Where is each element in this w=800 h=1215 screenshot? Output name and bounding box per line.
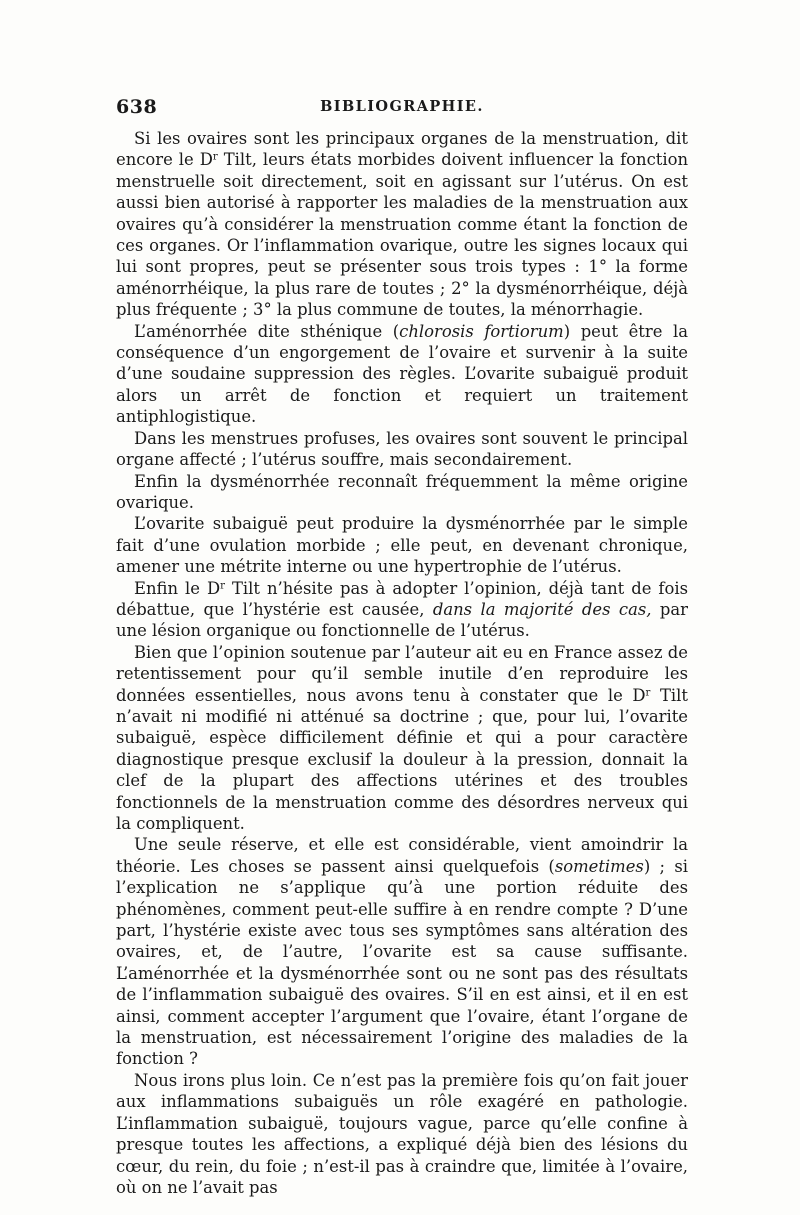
page-number: 638 bbox=[116, 96, 158, 118]
italic-phrase: dans la majorité des cas, bbox=[432, 599, 652, 619]
body-text bbox=[116, 128, 688, 1198]
text-run: Dans les menstrues profuses, les ovaires sont souvent le principal organe affecté ; l’utérus souffre, mais secondairement. bbox=[116, 428, 688, 470]
text-run: par une lésion organique ou fonctionnelle de l’utérus. bbox=[116, 599, 688, 641]
text-run: Nous irons plus loin. Ce n’est pas la première fois qu’on fait jouer aux inflammations subaiguës un rôle exagéré en pathologie. L’inflammation subaiguë, toujours vague, parce qu’elle confine à presque toutes les affections, a expliqué déjà bien des lésions du cœur, du rein, du foie ; n’est-il pas à craindre que, limitée à l’ovaire, où on ne l’avait pas bbox=[116, 1070, 688, 1197]
paragraph bbox=[116, 513, 688, 577]
text-run: Tilt, leurs états morbides doivent influencer la fonction menstruelle soit directement, soit en agissant sur l’utérus. On est aussi bien autorisé à rapporter les maladies de la menstruation aux ovaires qu’à considérer la menstruation comme étant la fonction de ces organes. Or l’inflammation ovarique, outre les signes locaux qui lui sont propres, peut se présenter sous trois types : 1° la forme aménorrhéique, la plus rare de toutes ; 2° la dysménorrhéique, déjà plus fréquente ; 3° la plus commune de toutes, la ménorrhagie. bbox=[116, 150, 689, 320]
paragraph bbox=[116, 428, 688, 471]
text-run: ) peut être la conséquence d’un engorgement de l’ovaire et survenir à la suite d’une soudaine suppression des règles. L’ovarite subaiguë produit alors un arrêt de fonction et requiert un traitement antiphlogistique. bbox=[116, 321, 688, 427]
running-head bbox=[116, 96, 688, 120]
text-run: L’ovarite subaiguë peut produire la dysménorrhée par le simple fait d’une ovulation morbide ; elle peut, en devenant chronique, amener une métrite interne ou une hypertrophie de l’utérus. bbox=[116, 514, 688, 577]
superscript-abbrev: r bbox=[645, 686, 651, 698]
paragraph bbox=[116, 1070, 688, 1198]
text-run: Tilt n’hésite pas à adopter l’opinion, déjà tant de fois débattue, que l’hystérie est causée, bbox=[116, 578, 689, 619]
paragraph bbox=[116, 578, 688, 642]
superscript-abbrev: r bbox=[212, 151, 218, 163]
paragraph bbox=[116, 128, 688, 321]
text-run: L’aménorrhée dite sthénique ( bbox=[134, 321, 400, 341]
text-run: Une seule réserve, et elle est considérable, vient amoindrir la théorie. Les choses se passent ainsi quelquefois ( bbox=[116, 835, 688, 876]
text-run: ) ; si l’explication ne s’applique qu’à une portion réduite des phénomènes, comment peut-elle suffire à en rendre compte ? D’une part, l’hystérie existe avec tous ses symptômes sans altération des ovaires, et, de l’autre, l’ovarite est sa cause suffisante. L’aménorrhée et la dysménorrhée sont ou ne sont pas des résultats de l’inflammation subaiguë des ovaires. S’il en est ainsi, et il en est ainsi, comment accepter l’argument que l’ovaire, étant l’organe de la menstruation, est nécessairement l’origine des maladies de la fonction ? bbox=[116, 856, 688, 1069]
superscript-abbrev: r bbox=[220, 579, 225, 591]
paragraph bbox=[116, 471, 688, 514]
text-run: Tilt n’avait ni modifié ni atténué sa doctrine ; que, pour lui, l’ovarite subaiguë, espèce difficilement définie et qui a pour caractère diagnostique presque exclusif la douleur à la pression, donnait la clef de la plupart des affections utérines et des troubles fonctionnels de la menstruation comme des désordres nerveux qui la compliquent. bbox=[116, 685, 689, 833]
text-run: Enfin la dysménorrhée reconnaît fréquemment la même origine ovarique. bbox=[116, 471, 688, 512]
paragraph bbox=[116, 642, 688, 835]
italic-phrase: chlorosis fortiorum bbox=[399, 321, 564, 341]
paragraph bbox=[116, 834, 688, 1069]
text-run: Si les ovaires sont les principaux organes de la menstruation, dit encore le D bbox=[116, 129, 688, 170]
running-title: BIBLIOGRAPHIE. bbox=[320, 98, 484, 115]
italic-phrase: sometimes bbox=[554, 856, 644, 876]
text-run: Enfin le D bbox=[134, 578, 221, 598]
paragraph bbox=[116, 321, 688, 428]
text-run: Bien que l’opinion soutenue par l’auteur ait eu en France assez de retentissement pour qu’il semble inutile d’en reproduire les données essentielles, nous avons tenu à constater que le D bbox=[116, 642, 688, 705]
